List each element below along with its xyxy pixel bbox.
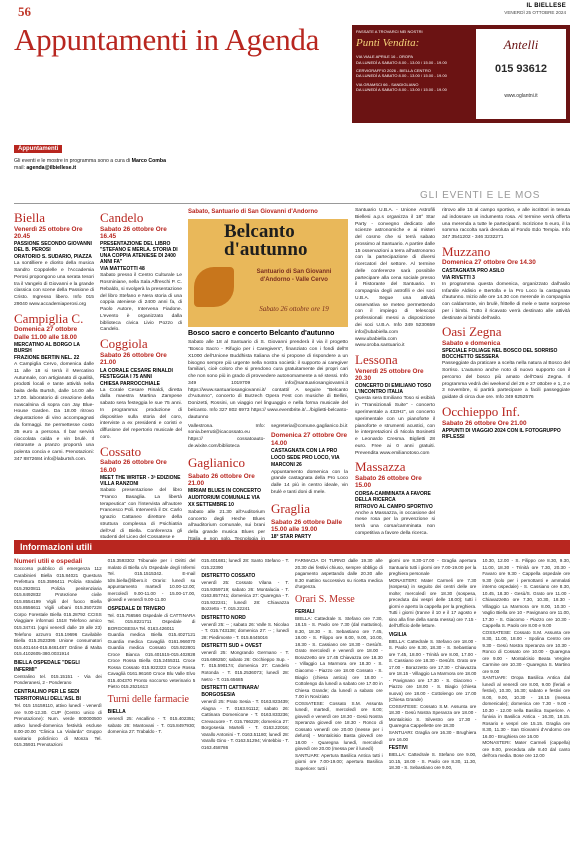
event-text: Appuntamento domenica con la grande castagnata della Pro Loco dalle 14 più in centro ideale, vin brulè e tanti doni di mele. xyxy=(271,469,348,495)
info-text: giorni ore 8.30-17.00 - Graglia apertura Santuario tutti i giorni ore 7.00-19.00 per la preghiera personale xyxy=(388,558,477,577)
event-date: Domenica 27 ottobre Ore 14.30 xyxy=(442,259,536,267)
event-date: Sabato 26 ottobre Ore 21.00 xyxy=(188,472,255,487)
town-heading: Candelo xyxy=(100,210,144,225)
info-text: Guardia medica Biella 015.4027121 Guardia medica Cavaglià 0161.966070 Guardia medica Cossato 015.922801 Croce Bianca 015.401515-015.402828 Croce Rossa Biella 015.2455311 Croce Rossa Cossato 015.922323 Croce Rossa Cavaglià 0161.96160 Croce Blu Valle Elvo 015.404370 Pronto soccorso veterinario 5 Pietro 015.2521613 xyxy=(107,632,196,690)
info-subheading: VIGILIA xyxy=(388,631,407,638)
info-columns xyxy=(14,558,570,842)
info-text: Tel. 015.756566 Ospedale di CATTINARA Tel. 015.8221711 Ospedale di BORGOSESIA Tel. 0163.426011 xyxy=(107,612,196,631)
event-title: MIRIAM BLUES IN CONCERTO AUDITORIUM COMUNALE VIA XX SETTEMBRE 10 xyxy=(188,488,261,508)
page-title-main: Appuntamenti xyxy=(14,22,188,57)
info-text: BIELLA: Cattedrale S. Stefano ore 9.00, 10.15, 18.00 - S. Paolo ore 8.30, 11.30, 18.30 - S. Sebastiano ore 9.00, xyxy=(388,752,477,771)
town-heading: Massazza xyxy=(355,459,406,475)
event-text: ritrovo alle 15 al campo sportivo, e alle iscrittori in tenuta ad indossare un indumento rosa. Al termine verrà offerta una merenda a tutte le partecipanti. Iscrizione 5 euro, il la somma raccolta sarà devoluta al Fondo Edo Tempia. Info 347 3541202 - 346 3232271 xyxy=(442,208,570,241)
ad-left-panel xyxy=(352,25,472,123)
info-subheading: OSPEDALE DI TRIVERO xyxy=(107,605,166,612)
advertisement[interactable] xyxy=(352,25,570,123)
event-title: CONCERTO DI EMILIANO TOSO L'INCONTRO ITALIA xyxy=(355,383,432,396)
info-text: 015.3593302 Tribunale per i Diritti del malato di Biella c/o Ospedale degli Infermi Tel. 015.1515342. E-mail tdm.biella@libero.it Orario: lunedì su appuntamento martedì 10.00-12.00; mercoledì 9.00-11.00 - 15.00-17.00, giovedì e venerdì 9.00-11.00 xyxy=(107,558,196,603)
info-section-bar: Informazioni utili xyxy=(14,540,570,554)
event-date: Venerdì 25 ottobre Ore 20.30 xyxy=(355,367,424,383)
section-label: Appuntamenti xyxy=(14,145,62,153)
ad-line1: PASSATE A TROVARCI NEI NOSTRI xyxy=(356,29,423,34)
town-heading: Occhieppo Inf. xyxy=(442,404,520,420)
ad-hours-1: DA LUNEDÌ A SABATO 8.00 - 13.00 / 15.00 - 19.00 xyxy=(356,59,447,65)
info-column-4 xyxy=(295,558,383,842)
info-text: venerdì 25: Prato Sesia - T. 0163.823439; Alagna - T. 0163.91112; sabato 26: Cattinara Domenicone - T. 0163.833236; Crevacuore - T. 015.766229; domenica 27: Borgosesia Martelli - T. 0163.22016; Varallo Antonini - T. 0163.51180; lunedì 28: Varallo Gino - T. 0163.51294; Vintebbio - T. 0163.458786 xyxy=(201,699,290,750)
event-title: SPECIALE FOLIAGE NEL BOSCO DEL SORRISO BOCCHETTO SESSERA xyxy=(442,348,558,361)
poster-title: Belcanto d'autunno xyxy=(224,221,308,261)
events-banner: GLI EVENTI E LE MOS xyxy=(420,190,541,201)
ad-store-3: VIA GRAMSCI 66 - SANDIGLIANO xyxy=(356,81,419,87)
ad-hours-2: DA LUNEDÌ A SABATO 8.00 - 13.00 / 15.00 - 19.00 xyxy=(356,73,447,79)
event-text: Sabato alle 21.30 all'Auditorium concerto degli Heche Blues all'auditorium comunale, sui brani della grande musica Blues per xyxy=(188,509,265,536)
event-date: Domenica 27 ottobre Ore 14.00 xyxy=(271,432,347,447)
info-text: 10.30, 12.00 - S. Filippo ore 8.30, 9.30, 11.00, 18.30 - Trinità ore 7.30, 20.30 - Favaro ore 9.30 - Cappella ospedale ore 9.30 (solo per i pernottanti e ammalati interno ospedale) - S. Cassiano ore 8.30, 10.45, 18.30 - Gesù/S. Grato ore 11.00 - Chiavazzetto ore 7.30, 10.30, 18.30 - Villaggio La Marmora ore 8.00, 10.30 - Vaglio Biella ore 10 - Pavignano ore 11.00, 17.30 - S. Giacomo - Piazzo ore 10.30 - Cappella S. Paolo ore 8.00 e 9.00 xyxy=(482,558,571,629)
info-text: SANTUARI: Oropa Basilica Antica dal lunedì al venerdì ore 8.00, 9.00 (feriali e festivi), 10.30, 16.30; sabato e festivi ore 8.00, 9.00, 10.30 - 18.15 (messa domenicale); domenica ore 7.30 - 9.00 - 10.30 - 12.00 nella Basilica Superiore. A funivia in Basilica Antica - 16.30, 18.15. Rosario e vespri ore 15.15. Graglia ore 8.30, 11.30 - San Giovanni d'Andorno ore 16.00 - Brughiera ore 16.00 xyxy=(482,675,571,739)
info-text: venerdì 25: Mongrando Germano - T. 015.686250; sabato 26: Occhieppo Sup. - T. 015.590174; domenica 27: Candelo Rotonda - T. 015.2536073; lunedì 28: Netro - T. 015.65685 xyxy=(201,650,290,682)
info-column-2 xyxy=(108,558,196,842)
event-text: Passeggiate da praticare a scelta nella natura al Bosco del Sorriso. L'autunno anche noto di nuovo supporto con il percorso del bosco più amato dell'Oasi Zegna. Il programma vedrà dei weekend del 26 e 27 ottobre e 1, 2 e 3 novembre, si partirà partecipare a facili passeggiate guidate di circa due ore. Info 349 6252576 xyxy=(442,361,570,401)
town-heading: Oasi Zegna xyxy=(442,324,502,340)
info-text: Tel. 015 15159110, attivo lunedì - venerdì ore 9.00-12.30. CUP (Centro unico di Prenotazione): Num. verde 800000500 attivo lunedì-domenica festività escluse 8.00-20.00 "Clinica La Vialarda" Gruppo sanitario policlinico di Monza Tel. 015.35931 Prenotazioni xyxy=(14,702,102,748)
info-text: Soccorso pubblico di emergenza 112 Carabinieri Biella 015.84021 Questura Prefettura 015.3596411 Polizia stradale 015.2920811 Polizia penitenziaria 015.8492832 Protezione civile 015.8554199 Vigili del fuoco Biella 015.8556611 Vigili urbani 015.3507228 Corpo Forestale Biella 015.28792 CCISS Viaggiare informati 1518 Telefono amico 015.34741 (ogni venerdì dalle 19 alle 23) Telefono azzurro 015.19696 Cavilabile Biella 015.2523395 Unione consumatori 015.401444-015.8461487 Ordine di Malta 015.4102605-380.0031914 xyxy=(14,566,102,657)
event-venue: ORATORIO S. SUDARIO, PIAZZA xyxy=(14,254,92,261)
page-title-sub: in Agenda xyxy=(195,22,320,57)
info-text: COSSATESE: Cossato S.M. Assunta ore 18.30 - Gesù Nostra Speranza ore 18.00 - Montalcisio S. Silvestro ore 17.30 - Quaregna Cappellette ore 18.30 xyxy=(388,703,477,729)
info-text: BIELLA: Cattedrale S. Stefano ore 18.00 - S. Paolo ore 8.30, 18.30 - S. Sebastiano ore 7.45, 18.00 - Trinità ore 8.00, 17.00 - S. Cassiano ore 18.30 - Gesù/S. Grato ore 17.00 - Borazzetto ore 17.30 - Chiavazza ore 18.15 - Villaggio La Marmora ore 18.00 - Pavignano ore 17.30 - S. Giacomo - Piazzo ore 18.00 - S. Biagio (chiesa nuova) ore 18.00 - Cottolengo ore 17.00 (Chiesa Grande) xyxy=(388,638,477,703)
town-heading: Coggiola xyxy=(100,336,148,352)
event-date: Sabato 26 ottobre Dalle 15.00 alle 19.00 xyxy=(271,518,343,534)
info-text: SANTUARI: Apertura Basilica Antica tutti i giorni ore 7.00-19.00; apertura Basilica Superiore: tutti i xyxy=(295,752,383,771)
event-poster xyxy=(188,219,348,327)
info-text: FARMACIA DI TURNO dalle 19.30 alle 20.30 dei festivi chiuso, sempre obbligo di pagamento aspettando dalle 20.30 alle 8.30 mattino successivo su ricetta medica d'urgenza. xyxy=(295,558,383,590)
intro-editor: Marco Comba xyxy=(131,158,166,164)
event-title: CASTAGNATA PRO ASILO xyxy=(442,267,505,274)
ad-hours-3: DA LUNEDÌ A SABATO 8.00 - 13.00 / 15.00 - 19.00 xyxy=(356,87,447,93)
ad-phone: 015 93612 xyxy=(495,63,547,75)
paper-name: IL BIELLESE xyxy=(526,3,566,9)
info-text: MONASTERI: Mater Carmeli ore 7.30 (sospesa) in seguito dei centri delle ore molte; mercoledì ore 18.30 (sospesa, preceduta dai vespri delle 18.00); tutti i giorni e aperto la cappella per la preghiera. Tutti i giorni (tranne il 10 e il 17 agosto e sino alla fine della santa messa) ore 7.15 - dell'Ufficio delle letture. xyxy=(388,577,477,629)
masthead xyxy=(504,3,566,16)
column-2 xyxy=(100,208,182,541)
event-date: Sabato 26 ottobre Ore 15.00 xyxy=(355,474,422,490)
info-text: SANTUARI: Graglia ore 16.30 - Brughiera ore 16.00 xyxy=(388,729,477,742)
info-text: Centralino tel. 015.15151 - Via dei Ponderanesi, 2 - Ponderano xyxy=(14,673,102,686)
town-heading: Cossato xyxy=(100,443,142,459)
event-venue: VIA MATTEOTTI 48 xyxy=(100,266,145,273)
intro-email[interactable]: agenda@ilbiellese.it xyxy=(26,165,77,172)
event-venue: VIA RIVETTI 3 xyxy=(442,274,475,281)
info-text: MONASTERI: Mater Carmeli (cappella) ore 9.00, preceduta alle 8.40 dal canto dell'ora media. Bose ore 12.00 xyxy=(482,740,571,759)
ad-title: Punti Vendita: xyxy=(356,37,420,50)
event-text: Sabato presentazione del libro "Franco Basaglia. La libertà terapeutica" con l'intervista all'autore Francesco Poli. Interverrà il Dr. Carlo Ignazio Cattaneo direttore della struttura complessa di Psichiatria dell'Asl di Biella. Conferenza gli studenti del Liceo del Cossatese e xyxy=(100,488,182,541)
page-title xyxy=(14,22,319,58)
event-text: Santuario U.B.A. - Unione Astrofili Biellesi a.p.s organizza il 18° Star Party - convegno dedicato alle scienze astronomiche e ai misteri del cosmo che si terrà sabato prossimo al Santuario. A partire dalle 15 osservazioni a terra all'astronomo con la partecipazione di diversi ricercatori del settore. Al termine delle conferenze sarà possibile partecipare alla cena sociale presso il Ristorante del Santuario. In compagnia degli astrofili e dei soci U.B.A. Segue una attività osservativa se meteo permettendo con il impiego di telescopi professionali messi a disposizione dei soci U.B.A. Info 349 5230659 info@ubabiella.com www.ubabiella.com www.oroba.santuario.it xyxy=(355,208,435,349)
feature-kicker: Sabato, Santuario di San Giovanni d'Andorno xyxy=(188,209,318,215)
event-date: Sabato e domenica xyxy=(442,340,501,348)
event-date: Venerdì 25 ottobre Ore 20.45 xyxy=(14,225,83,240)
info-text: venerdì 25: Ascallino - T. 015.402351; sabato 26: Mantovani - T. 015.8497930; domenica 27: Trabaldo - T. xyxy=(107,716,196,735)
info-subheading: CENTRALINO PER LE SEDI TERRITORIALI DELL'ASL BI xyxy=(14,688,81,702)
info-subheading: DISTRETTO NORD xyxy=(201,614,246,621)
event-text: La Corale Cesare Rinaldi, diretta dalla maestra Martina Zampese sabato sera festeggia le sue 75 anni. In programma: produzione di dispositive sulla storia del coro, interviste a ex presidenti e coristi e diffusione del repertorio musicale del coro. xyxy=(100,387,182,440)
event-venue: RITROVO AL CAMPO SPORTIVO xyxy=(355,503,433,510)
event-title: PASSIONE SECONDO GIOVANNI DEL B. PEROSI xyxy=(14,241,92,254)
leaf-illustration-icon xyxy=(194,267,234,307)
column-1 xyxy=(14,208,94,498)
event-text: A Campiglia Cervo, domenica dalle 11 alle 18 si terrà il Mercatino Autunnale, con artigianato di qualità, prodotti locali e tante attività nella baita della Burtsh, dalle 14.00 alle 17.00. laboratorio di creazione della mascalnina di sopra con Jay Blue-House Garden. Da 18.00 ritrovo degustazione di vino accompagnati da formaggi. Se permettesse costo 35 euro a persona. Il bar servirà cioccolata calda e vin brulè. Il ristorante a pranzo proporrà una polenta concia e carni. Prenotazioni: 347 8872684 info@laburtsh.com. xyxy=(14,362,94,462)
info-heading: Turni delle farmacie xyxy=(107,693,189,705)
feature-subcolumns xyxy=(188,424,348,553)
info-text: 015.401681; lunedì 28: Santo Stefano - T. 015.22390 xyxy=(201,558,290,570)
town-heading: Graglia xyxy=(271,500,310,516)
info-heading: Orari S. Messe xyxy=(295,593,355,605)
event-date: Sabato 26 ottobre Ore 16.45 xyxy=(100,225,167,240)
town-heading: Lessona xyxy=(355,352,398,368)
event-venue: FRAZIONE BERTIN NEL. 22 xyxy=(14,355,80,362)
event-text: segreteria@comune.gaglianico.bi.it xyxy=(271,423,348,429)
info-subheading: BIELLA OSPEDALE "DEGLI INFERMI" xyxy=(14,659,80,673)
feature-headline: Bosco sacro e concerto Belcanto d'autunno xyxy=(188,330,335,338)
section-intro xyxy=(14,158,244,172)
info-text: venerdì 25: Cossato Vilana - T. 015.9359719; sabato 26: Montalucia - T. 0163.857741; domenica 27: Quaregna - T. 015.922241; lunedì 28: Chiavazza Bozzetto - T. 015.22241 xyxy=(201,580,290,612)
event-title: 18° STAR PARTY xyxy=(271,534,312,541)
event-text: Questa sera Emiliano Toso si esibirà in "Transizionali Suite" - concerto sperimentale a 432Hz", un concerto sperimentale con un pianoforte il pianoforte e strumenti acustici, con le interpretazioni di Nicola Bosinetti e Leonardo Cresma. Biglietti 28 euro. Free ai 0 anni gratuiti. Prevendita www.emilianotoso.com xyxy=(355,396,435,456)
poster-body: Santuario di San Giovanni d'Andorno - Valle Cervo xyxy=(256,269,332,284)
feature-text: Sabato alle 18 al Santuario di S. Giovanni prenderà il via il progetto "Bosco Sacro - Rifugio per i Caregivers", finanziato con i fondi dell'8 X1000 dell'Unione Buddhista Italiana che si propone di rispondere a un bisogno sempre più urgente nella nostra società: il supporto ai caregiver familiari, cioè coloro che si prendono cura gratuitamente dei propri cari che non sono più in grado di provvedere autonomamente a sé stessi. Info 349 1019709 info@santuariosangiovanni.it https://www.santuariosangiovanni.it/ contatti/ A seguire "Belcanto d'Autunno", concerto di Burzech Opera Fest con musiche di Bellini, Donizetti, Rossini, un viaggio nel linguaggio e nella forma musicale del belcanto. Info 327 802 6973 https:// www.eventbrite.it/.../biglietti-belcanto-dautunno xyxy=(188,340,348,420)
town-heading: Muzzano xyxy=(442,243,491,259)
intro-email-label: mail: xyxy=(14,165,25,172)
event-venue: CHIESA PARROCCHIALE xyxy=(100,380,161,387)
event-text: Sabato presso il Centro Culturale Le Rosminiane, nella Sala Affreschi P. C. Rebaldo, si svolgerà la presentazione del libro Stefano e Nera storia di una coppia ateniese di 2400 anni fa, di Paolo Autore, Intervena Fiadone. L'evento è organizzato dalla biblioteca civica Livio Pozzo di Candelo. xyxy=(100,273,182,333)
info-column-6 xyxy=(482,558,570,842)
info-column-1 xyxy=(14,558,102,842)
feature-article xyxy=(188,208,348,552)
ad-right-panel xyxy=(476,29,566,119)
ad-store-2: CERVIGRAFFIO 2026 - BIELLA CENTRO xyxy=(356,68,431,74)
event-title: CASTAGNATA CON LA PRO LOCO SEDE PRO LOCO, VIA MARCONI 26 xyxy=(271,447,340,468)
info-text: COSSATESE: Cossato S.M. Assunta ore 8.30, 11.00, 18.00 - Spolina Centro ore 9.30 - Gesù Nostra Speranza ore 10.30 - Ronco di Cossato ore 10.00 - Quaregna ore 9.00 - Montalcisio Beata Vergine Carmine ore 10.30 - Quaregna S. Martino ore 9.00 xyxy=(482,629,571,674)
event-title: MEET THE WRITER - 3ª EDIZIONE VILLA RANZONI xyxy=(100,475,181,488)
ad-brand-logo: Antelli xyxy=(503,37,539,52)
info-column-5 xyxy=(389,558,477,842)
info-subheading: DISTRETTO COSSATO xyxy=(201,573,256,580)
event-text: Vallestrona. Info: sonia.berruti@icacossato.eu https:// cossatoauto-de.wixite.com/biblioteca xyxy=(188,423,265,449)
info-column-3 xyxy=(201,558,289,842)
event-date: Domenica 27 ottobre Dalle 11.00 alle 18.00 xyxy=(14,326,78,341)
town-heading: Gaglianico xyxy=(188,454,246,470)
town-heading: Biella xyxy=(14,210,46,225)
info-text: venerdì 25: -- ; sabato 26: Valle S. Nicolao - T. 015.743138; domenica 27: -- ; lunedì 28: Piedimonte - T. 015.8445016 xyxy=(201,621,290,640)
feature-subcolumn-left xyxy=(188,424,265,553)
info-subheading: DISTRETTI CATTINARA/ BORGOSESIA xyxy=(201,685,259,699)
event-title: PRESENTAZIONE DEL LIBRO "STEFANO E MERLA. STORIA DI UNA COPPIA ATENIESE DI 2400 ANNI FA" xyxy=(100,241,178,266)
info-subheading: DISTRETTI SUD + OVEST xyxy=(201,643,262,650)
event-text: In programma questa domenica, organizzato dall'asilo Infantile Aldisio e Bertolla e la Pro Loco la castagnata d'autunno. Inizio alle ore 14.30 con merende in compagnia con caldarroste, vin brulè, frittelle di mele e tante sorprese per i bimbi. Tutto il ricavato verrà destinato alle attività destinate ai bimbi dell'asilo. xyxy=(442,281,570,321)
feature-subcolumn-right xyxy=(271,424,348,553)
event-text: Anche a Massazza, in occasione del mese rosa per la prevenzione si terrà una corsa/camminata non competitiva a favore della ricerca. xyxy=(355,510,435,536)
intro-text: Gli eventi e le mostre in programma sono a cura di xyxy=(14,158,131,164)
event-title: APPUNTI DI VIAGGIO 2024 CON IL FOTOGRUPPO RIFLESSI xyxy=(442,428,561,441)
info-heading: Numeri utili e ospedali xyxy=(14,558,83,565)
event-date: Sabato 26 ottobre Ore 21.00 xyxy=(442,419,527,427)
ad-store-1: VIA VIALE APRILE 16 - OROPA xyxy=(356,54,414,60)
column-5 xyxy=(355,208,435,536)
info-subheading: FERIALI xyxy=(295,608,315,615)
event-title: MERCATINO AL BORGO LA BURSH xyxy=(14,342,80,355)
event-date: Sabato 26 ottobre Ore 21.00 xyxy=(100,351,167,367)
page-number: 56 xyxy=(18,4,31,19)
event-text: La sontilliere e diorito della musica Sandro Coppolelle e l'Accademia Perosi propongono una serata tesori tra il Vangelo di Giovanni e la grande classica con scene della Passione di Cristo. Ingresso libero. Info 015 29040 www.accademiaperosi.org xyxy=(14,261,94,307)
divider xyxy=(14,203,570,204)
ad-website: www.oglantni.it xyxy=(504,93,538,99)
event-title: LA CORALE CESARE RINALDI FESTEGGIA I 75 ANNI xyxy=(100,367,173,380)
event-title: CORSA-CAMMINATA A FAVORE DELLA RICERCA xyxy=(355,490,431,503)
town-heading: Campiglia C. xyxy=(14,310,84,326)
info-subheading: BIELLA xyxy=(107,709,126,716)
event-date: Sabato 26 ottobre Ore 16.00 xyxy=(100,459,167,474)
poster-date: Sabato 26 ottobre ore 19 xyxy=(259,305,329,314)
column-6 xyxy=(442,208,570,498)
paper-date: VENERDÌ 25 OTTOBRE 2024 xyxy=(504,10,566,16)
info-text: COSSATESE: Cossato S.M. Assunta lunedì, martedì, mercoledì ore 8.00; giovedì e venerdì ore 18.30 - Gesù Nostra Speranza giovedì ore 18.30 - Ronco di Cossato venerdì ore 20.00 (messe per i defunti) - Montalcisio Basta giovedì ore 18.00 - Quaregna lunedì, mercoledì giovedì ore 20.00 (messa per il lunedì) xyxy=(295,700,383,752)
info-subheading: FESTIVI xyxy=(388,745,408,752)
info-text: BIELLA: Cattedrale S. Stefano ore 7.30, 18.15 - S. Paolo ore 7.30 (dal mattutino), 8.30, 18.30 - S. Sebastiano ore 7.45, 18.00 - S. Filippo ore 8.00, 9.00, 10.00, 18.30 - S. Cassiano ore 18.30 - Gesù/S. Grato mercoledì e venerdì ore 18.00 - Borazzetto ore 17.45 Chiavazza ore 18.30 - Villaggio La Marmora ore 18.30 - S. Giacomo - Piazzo ore 18.00 Cossato - S. Biagio (chiesa antica) ore 18.00 - Cottolengo da lunedì a sabato ore 17.00 in Chiesa Grande; da lunedì a sabato ore 7.00 in Noviziato xyxy=(295,615,383,700)
